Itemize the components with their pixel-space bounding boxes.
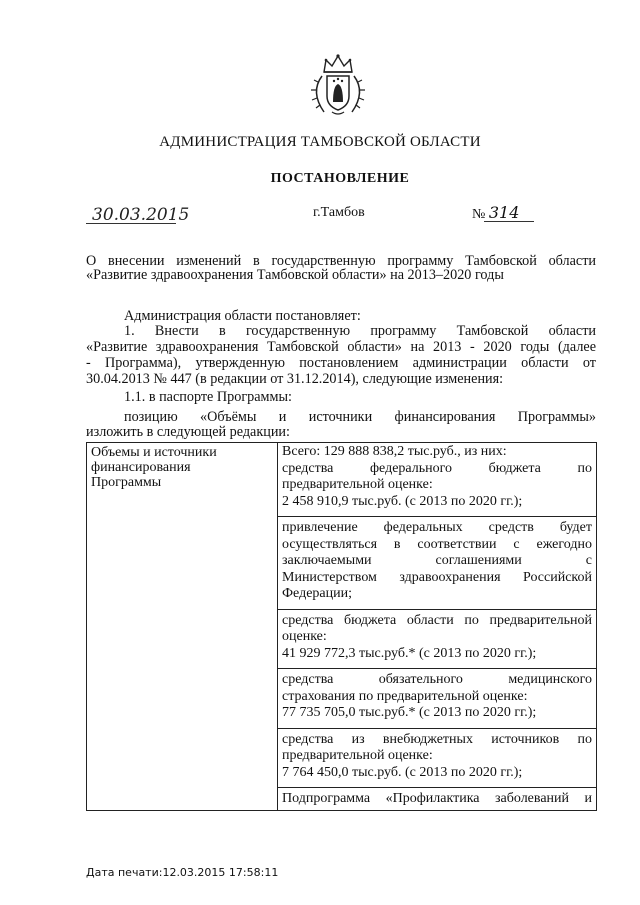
cell-line: 2 458 910,9 тыс.руб. (с 2013 по 2020 гг.); <box>282 493 523 509</box>
body-paragraph: Администрация области постановляет: <box>124 308 361 324</box>
regional-budget-section <box>278 609 596 669</box>
cell-line: Объемы и источники <box>91 445 217 460</box>
cell-line: 41 929 772,3 тыс.руб.* (с 2013 по 2020 гг.); <box>282 645 537 661</box>
cell-line: привлечение федеральных средств будет <box>282 520 592 535</box>
document-number <box>472 203 519 223</box>
cell-line: осуществляться в соответствии с ежегодно <box>282 536 592 552</box>
extrabudgetary-section <box>278 728 596 788</box>
program-passport-table <box>86 442 597 811</box>
organization-name: АДМИНИСТРАЦИЯ ТАМБОВСКОЙ ОБЛАСТИ <box>159 134 481 150</box>
body-line: - Программа), утвержденную постановлением администрации области от <box>86 355 596 371</box>
document-date: 30.03.2015 <box>92 205 190 225</box>
medical-insurance-section <box>278 668 596 728</box>
title-line: О внесении изменений в государственную программу Тамбовской области <box>86 253 596 269</box>
body-line: 30.04.2013 № 447 (в редакции от 31.12.2014), следующие изменения: <box>86 371 504 387</box>
funding-total-section <box>278 443 596 516</box>
cell-line: средства бюджета области по предварительной <box>282 612 592 628</box>
subprogram-section <box>278 787 596 810</box>
body-paragraph: 1.1. в паспорте Программы: <box>124 389 292 405</box>
federal-funding-section <box>278 516 596 609</box>
cell-line: средства обязательного медицинского <box>282 672 592 687</box>
number-value: 314 <box>488 203 520 222</box>
date-underline <box>86 223 176 224</box>
body-line: изложить в следующей редакции: <box>86 424 290 440</box>
cell-line: финансирования <box>91 460 191 475</box>
cell-line: средства из внебюджетных источников по <box>282 731 592 747</box>
body-line: 1. Внести в государственную программу Тамбовской области <box>124 323 596 339</box>
number-underline <box>484 221 534 222</box>
body-line: позицию «Объёмы и источники финансирования Программы» <box>124 409 596 425</box>
body-line: «Развитие здравоохранения Тамбовской области» на 2013 - 2020 годы (далее <box>86 339 596 355</box>
cell-line: предварительной оценке: <box>282 748 433 763</box>
cell-line: средства федерального бюджета по <box>282 460 592 476</box>
document-type: ПОСТАНОВЛЕНИЕ <box>270 171 410 186</box>
cell-line: заключаемыми соглашениями с <box>282 553 592 568</box>
cell-line: оценке: <box>282 629 327 644</box>
number-prefix: № <box>472 207 486 222</box>
tambov-coat-of-arms-icon <box>302 52 374 118</box>
table-cell-label <box>87 443 278 811</box>
cell-line: Подпрограмма «Профилактика заболеваний и <box>282 791 592 806</box>
cell-line: 77 735 705,0 тыс.руб.* (с 2013 по 2020 гг.); <box>282 705 537 720</box>
document-city: г.Тамбов <box>313 205 365 220</box>
title-line: «Развитие здравоохранения Тамбовской области» на 2013–2020 годы <box>86 267 504 283</box>
cell-line: Министерством здравоохранения Российской <box>282 569 592 585</box>
cell-line: Всего: 129 888 838,2 тыс.руб., из них: <box>282 444 507 459</box>
cell-line: предварительной оценке: <box>282 477 433 492</box>
print-date: Дата печати:12.03.2015 17:58:11 <box>86 866 279 879</box>
cell-line: 7 764 450,0 тыс.руб. (с 2013 по 2020 гг.); <box>282 764 523 780</box>
cell-line: Федерации; <box>282 586 353 601</box>
cell-line: страхования по предварительной оценке: <box>282 688 528 704</box>
table-row <box>87 443 597 811</box>
cell-line: Программы <box>91 475 162 490</box>
table-cell-value <box>278 443 597 811</box>
